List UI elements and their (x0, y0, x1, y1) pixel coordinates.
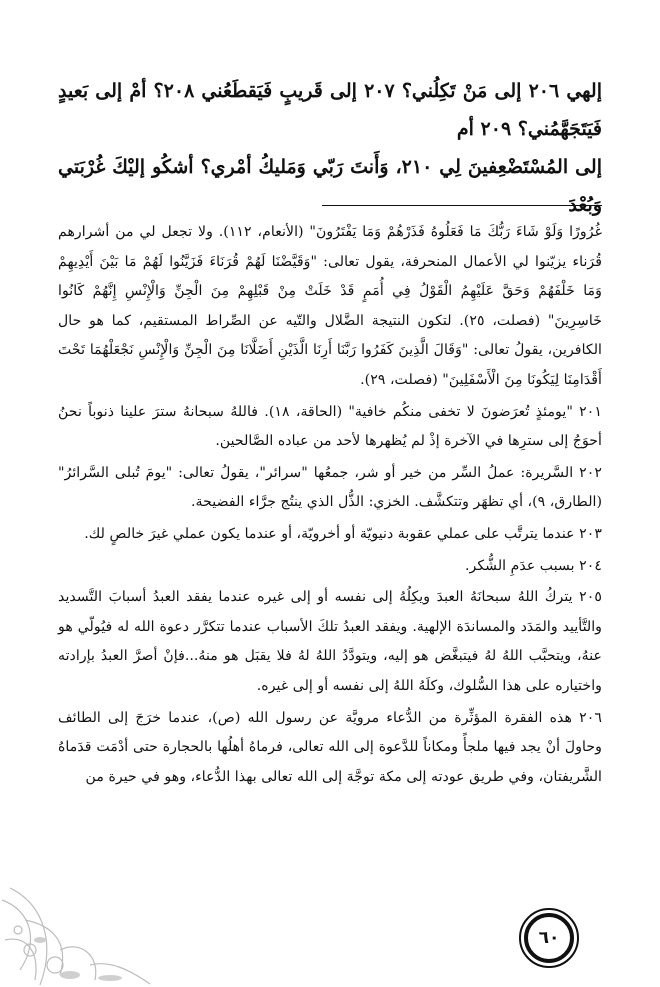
footnotes (58, 218, 602, 792)
footnote-202: ٢٠٢ السَّريرة: عملُ السِّر من خير أو شر، جمعُها "سرائر"، يقولُ تعالى: "يومَ تُبلى السَّرائرُ" (الطارق، ٩)، أي تظهَر وتتكشَّف. الخزي: الذُّل الذي ينتُج جرَّاء الفضيحة. (58, 464, 602, 511)
main-text-line: إلهي ٢٠٦ إلى مَنْ تَكِلُني؟ ٢٠٧ إلى قَريبٍ فَيَقطَعُني ٢٠٨؟ أمْ إلى بَعيدٍ فَيَتَجَهَّمُني؟ ٢٠٩ أم (58, 80, 603, 140)
footnote-203: ٢٠٣ عندما يترتَّب على عملي عقوبة دنيويّة أو أخرويّة، أو عندما يكون عملي غيرَ خالصٍ لك. (84, 525, 602, 542)
main-text (58, 72, 602, 224)
footnote-205: ٢٠٥ يتركُ اللهُ سبحانَهُ العبدَ ويكِلُهُ إلى نفسه أو إلى غيره عندما يفقد العبدُ أسبابَ التَّسديد والتَّأييد والمَدَد والمساندَة الإلهية. ويفقد العبدُ تلكَ الأسباب عندما تتكرَّر دعوة الله له فيُولّي هو عنهُ، ويتحبَّب اللهُ لهُ فيتبغَّض هو إليه، ويتودَّدُ اللهُ لهُ فلا يقبَل هو منهُ...فإنْ أصرَّ العبدُ بإرادته واختياره على هذا السُّلوك، وكلَهُ اللهُ إلى نفسه أو إلى غيره. (58, 589, 602, 694)
page-number: ٦٠ (524, 913, 574, 963)
footnote-204: ٢٠٤ بسبب عدَمِ الشُّكر. (464, 557, 602, 574)
footnote-continuation: غُرُورًا وَلَوْ شَاءَ رَبُّكَ مَا فَعَلُوهُ فَذَرْهُمْ وَمَا يَفْتَرُونَ" (الأنعام، ١١٢). ولا تجعل لي من أشرارهم قُرَناء يزيّنوا لي الأعمال المنحرفة، يقول تعالى: "وَقَيَّضْنَا لَهُمْ قُرَنَاءَ فَزَيَّنُوا لَهُمْ مَا بَيْنَ أَيْدِيهِمْ وَمَا خَلْفَهُمْ وَحَقَّ عَلَيْهِمُ الْقَوْلُ فِي أُمَمٍ قَدْ خَلَتْ مِنْ قَبْلِهِمْ مِنَ الْجِنِّ وَالْإِنْسِ إِنَّهُمْ كَانُوا خَاسِرِينَ" (فصلت، ٢٥). لتكون النتيجة الضَّلال والتّيه عن الصِّراط المستقيم، كما هو حال الكافرين، يقولُ تعالى: "وَقَالَ الَّذِينَ كَفَرُوا رَبَّنَا أَرِنَا الَّذَيْنِ أَضَلَّانَا مِنَ الْجِنِّ وَالْإِنْسِ نَجْعَلْهُمَا تَحْتَ أَقْدَامِنَا لِيَكُونَا مِنَ الْأَسْفَلِينَ" (فصلت، ٢٩). (58, 224, 602, 388)
footnote-separator (322, 205, 602, 206)
floral-ornament-icon (0, 880, 170, 987)
main-text-line: إلى المُسْتَضْعِفينَ لِي ٢١٠، وَأَنتَ رَبّي وَمَليكُ أمْري؟ أشكُو إليْكَ غُرْبَتي وَبُعْدَ (58, 156, 602, 216)
footnote-201: ٢٠١ "يومئذٍ تُعرَضونَ لا تخفى منكُم خافية" (الحاقة، ١٨). فاللهُ سبحانهُ سترَ علينا ذنوباً نحنُ أحوَجُ إلى سترِها في الآخرة إذْ لم يُظهرها لأحد من عباده الصَّالحين. (58, 403, 602, 450)
footnote-206: ٢٠٦ هذه الفقرة المؤثِّرة من الدُّعاء مرويَّة عن رسول الله (ص)، عندما خرَجَ إلى الطائف وحاولَ أنْ يجد فيها ملجأً ومكاناً للدَّعوة إلى الله تعالى، فرماهُ أهلُها بالحجارة حتى أدْمَت قدَماهُ الشَّريفتان، وفي طريق عودته إلى مكة توجَّهَ إلى الله تعالى بهذا الدُّعاء، وهو في حيرة من (58, 709, 602, 785)
